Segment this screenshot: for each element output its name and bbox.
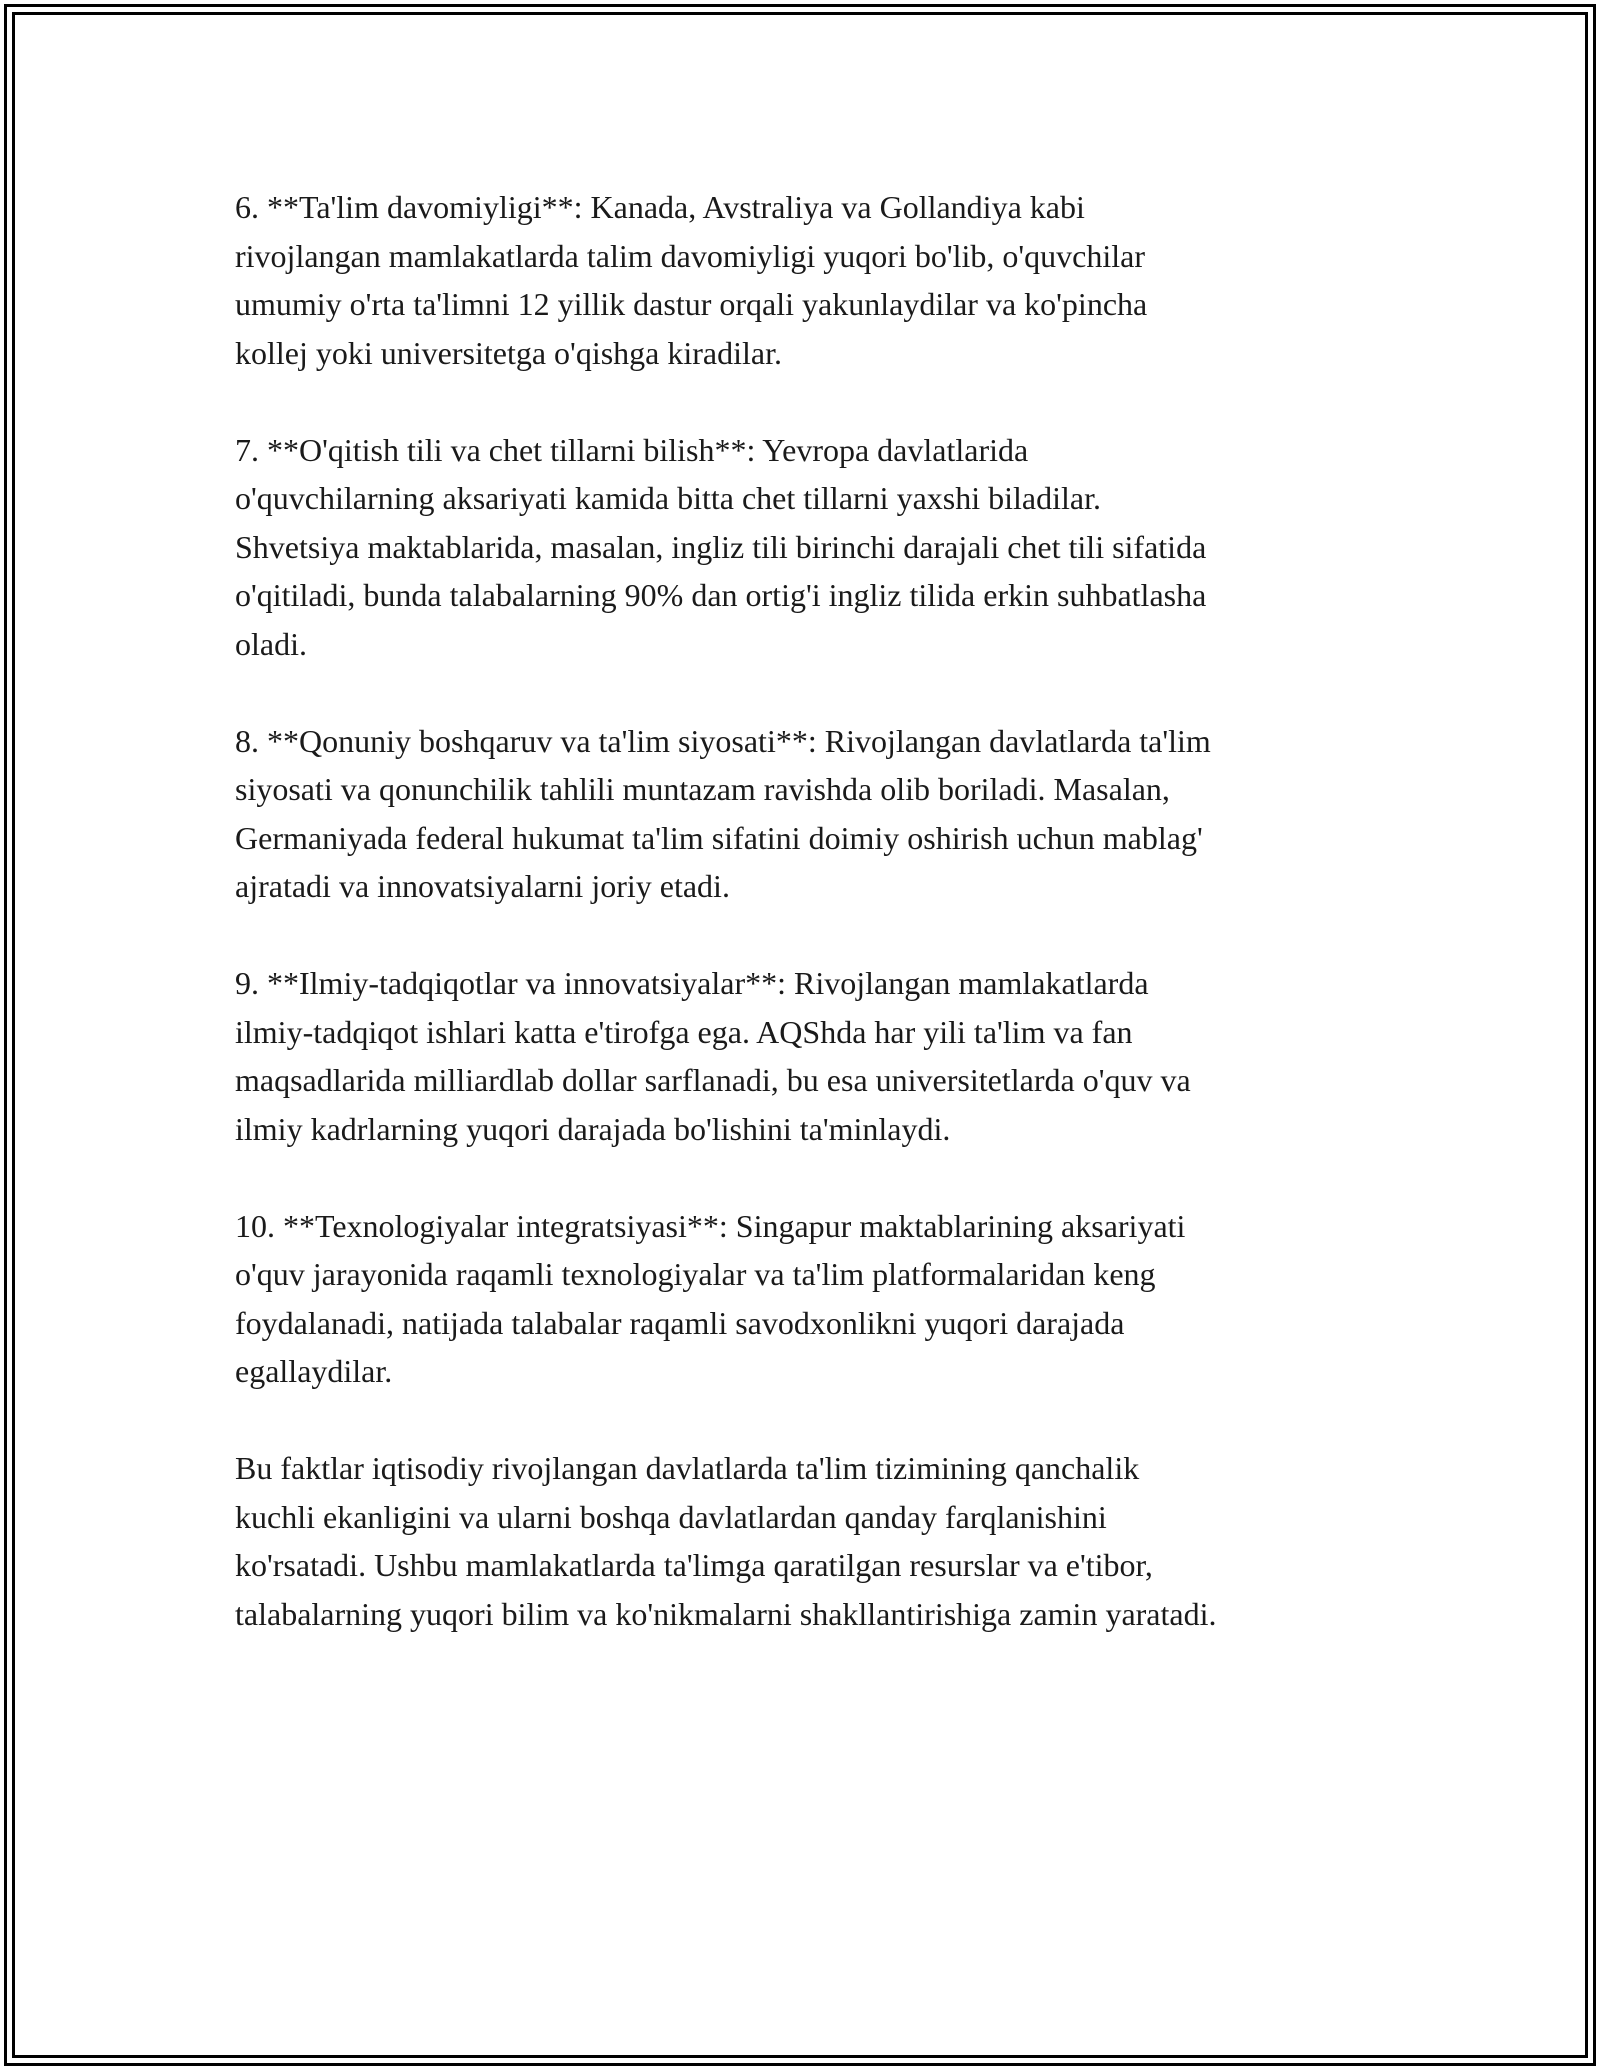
paragraph-6-talim-davomiyligi: 6. **Ta'lim davomiyligi**: Kanada, Avstraliya va Gollandiya kabi rivojlangan mamlakatlarda talim davomiyligi yuqori bo'lib, o'quvchilar umumiy o'rta ta'limni 12 yillik dastur orqali yakunlaydilar va ko'pincha kollej yoki universitetga o'qishga kiradilar. (235, 189, 1148, 371)
document-body (235, 183, 1385, 1687)
paragraph-8-qonuniy-boshqaruv: 8. **Qonuniy boshqaruv va ta'lim siyosati**: Rivojlangan davlatlarda ta'lim siyosati va qonunchilik tahlili muntazam ravishda olib boriladi. Masalan, Germaniyada federal hukumat ta'lim sifatini doimiy oshirish uchun mablag' ajratadi va innovatsiyalarni joriy etadi. (235, 722, 1211, 904)
paragraph-9-ilmiy-tadqiqotlar: 9. **Ilmiy-tadqiqotlar va innovatsiyalar**: Rivojlangan mamlakatlarda ilmiy-tadqiqot ishlari katta e'tirofga ega. AQShda har yili ta'lim va fan maqsadlarida milliardlab dollar sarflanadi, bu esa universitetlarda o'quv va ilmiy kadrlarning yuqori darajada bo'lishini ta'minlaydi. (235, 965, 1191, 1147)
paragraph-conclusion: Bu faktlar iqtisodiy rivojlangan davlatlarda ta'lim tizimining qanchalik kuchli ekanligini va ularni boshqa davlatlardan qanday farqlanishini ko'rsatadi. Ushbu mamlakatlarda ta'limga qaratilgan resurslar va e'tibor, talabalarning yuqori bilim va ko'nikmalarni shakllantirishiga zamin yaratadi. (235, 1450, 1217, 1632)
paragraph-10-texnologiyalar: 10. **Texnologiyalar integratsiyasi**: Singapur maktablarining aksariyati o'quv jarayonida raqamli texnologiyalar va ta'lim platformalaridan keng foydalanadi, natijada talabalar raqamli savodxonlikni yuqori darajada egallaydilar. (235, 1207, 1186, 1389)
paragraph-7-oqitish-tili: 7. **O'qitish tili va chet tillarni bilish**: Yevropa davlatlarida o'quvchilarning aksariyati kamida bitta chet tillarni yaxshi biladilar. Shvetsiya maktablarida, masalan, ingliz tili birinchi darajali chet tili sifatida o'qitiladi, bunda talabalarning 90% dan ortig'i ingliz tilida erkin suhbatlasha oladi. (235, 431, 1207, 662)
